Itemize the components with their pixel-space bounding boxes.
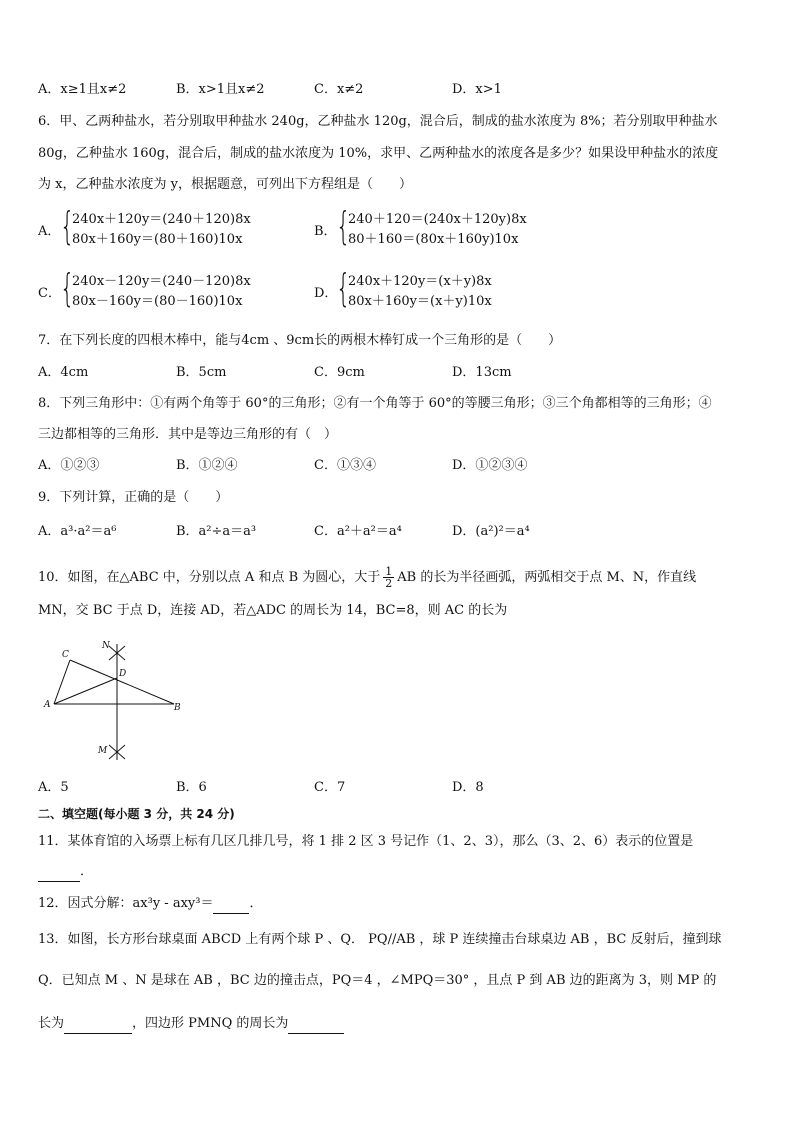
q11-stem-line1: 11．某体育馆的入场票上标有几区几排几号，将 1 排 2 区 3 号记作（1、2、3），那么（3、2、6）表示的位置是	[38, 834, 694, 849]
q10-option-c: C．7	[314, 780, 346, 795]
q9-option-c: C．a²＋a²＝a⁴	[314, 524, 402, 539]
q12-stem: 12．因式分解：ax³y - axy³＝ ．	[38, 894, 263, 914]
q6-option-b-label: B．	[314, 224, 337, 239]
q6-c-eq1: 240x－120y＝(240－120)8x	[72, 274, 251, 289]
q10-stem-line1	[38, 566, 696, 589]
q8-option-b: B．①②④	[176, 458, 238, 473]
q8-stem-line1: 8．下列三角形中：①有两个角等于 60°的三角形；②有一个角等于 60°的等腰三角形；③三个角都相等的三角形；④	[38, 396, 712, 411]
q6-a-eq1: 240x＋120y＝(240＋120)8x	[72, 212, 251, 227]
q6-stem-line1: 6．甲、乙两种盐水，若分别取甲种盐水 240g，乙种盐水 120g，混合后，制成的盐水浓度为 8%；若分别取甲种盐水	[38, 114, 718, 129]
q11-stem-line2: ．	[38, 862, 93, 882]
q6-option-c-system	[60, 266, 300, 312]
brace-icon: {	[336, 204, 351, 248]
q6-b-eq1: 240＋120＝(240x＋120y)8x	[348, 212, 527, 227]
label-c: C	[62, 650, 69, 660]
brace-icon: {	[60, 266, 75, 310]
q7-stem: 7．在下列长度的四根木棒中，能与4cm 、9cm长的两根木棒钉成一个三角形的是（ ）	[38, 333, 562, 348]
q6-option-c-label: C．	[38, 286, 61, 301]
q10-stem-line2: MN，交 BC 于点 D，连接 AD，若△ADC 的周长为 14，BC=8，则 AC 的长为	[38, 603, 508, 618]
q5-option-b: B．x>1且x≠2	[176, 82, 265, 97]
q6-b-eq2: 80＋160＝(80x＋160y)10x	[348, 232, 519, 247]
q9-option-d: D．(a²)²＝a⁴	[452, 524, 530, 539]
q10-stem-pre: 10．如图，在△ABC 中，分别以点 A 和点 B 为圆心，大于	[38, 570, 381, 585]
q7-option-c: C．9cm	[314, 365, 365, 380]
segment-ac	[54, 660, 70, 704]
q13-stem-line1: 13．如图，长方形台球桌面 ABCD 上有两个球 P 、Q． PQ//AB ，球 P 连续撞击台球桌边 AB ，BC 反射后，撞到球	[38, 932, 722, 947]
label-d: D	[119, 669, 127, 679]
q13-stem-line3: 长为 ，四边形 PMNQ 的周长为	[38, 1014, 344, 1034]
q5-option-a: A．x≥1且x≠2	[38, 82, 127, 97]
q6-a-eq2: 80x＋160y＝(80＋160)10x	[72, 232, 243, 247]
q6-d-eq1: 240x＋120y＝(x＋y)8x	[348, 274, 492, 289]
q13-answer-blank-mp[interactable]	[64, 1019, 132, 1034]
q7-option-a: A．4cm	[38, 365, 89, 380]
q8-option-d: D．①②③④	[452, 458, 528, 473]
q10-stem-post: AB 的长为半径画弧，两弧相交于点 M、N，作直线	[397, 570, 697, 585]
segment-cb	[70, 660, 174, 704]
q5-option-c: C．x≠2	[314, 82, 364, 97]
label-a: A	[44, 700, 51, 710]
q6-option-d-system	[336, 266, 576, 312]
q6-stem-line3: 为 x，乙种盐水浓度为 y，根据题意，可列出下方程组是（ ）	[38, 177, 412, 192]
q13-answer-blank-perimeter[interactable]	[288, 1019, 344, 1034]
q6-option-d-label: D．	[314, 286, 338, 301]
q6-stem-line2: 80g，乙种盐水 160g，混合后，制成的盐水浓度为 10%，求甲、乙两种盐水的浓度各是多少？如果设甲种盐水的浓度	[38, 146, 719, 161]
q6-option-a-label: A．	[38, 224, 61, 239]
brace-icon: {	[60, 204, 75, 248]
q8-option-c: C．①③④	[314, 458, 376, 473]
q10-option-b: B．6	[176, 780, 207, 795]
q10-option-a: A．5	[38, 780, 69, 795]
q6-d-eq2: 80x＋160y＝(x＋y)10x	[348, 294, 492, 309]
q7-option-b: B．5cm	[176, 365, 227, 380]
fraction-one-half: $\frac{1}{2}$	[385, 565, 393, 590]
q6-option-a-system	[60, 204, 300, 250]
q9-option-a: A．a³·a²＝a⁶	[38, 524, 117, 539]
label-n: N	[102, 641, 110, 651]
section-heading: 二、填空题(每小题 3 分，共 24 分)	[38, 807, 235, 821]
q5-option-d: D．x>1	[452, 82, 502, 97]
q8-stem-line2: 三边都相等的三角形．其中是等边三角形的有（ ）	[38, 427, 338, 442]
q10-option-d: D．8	[452, 780, 484, 795]
q7-option-d: D．13cm	[452, 365, 512, 380]
segment-ad	[54, 678, 117, 704]
label-b: B	[174, 703, 181, 713]
brace-icon: {	[336, 266, 351, 310]
q11-answer-blank[interactable]	[38, 867, 80, 882]
q6-c-eq2: 80x－160y＝(80－160)10x	[72, 294, 243, 309]
q13-stem-line2: Q．已知点 M 、N 是球在 AB ，BC 边的撞击点，PQ＝4 ，∠MPQ＝30° ，且点 P 到 AB 边的距离为 3，则 MP 的	[38, 973, 717, 988]
q9-option-b: B．a²÷a＝a³	[176, 524, 257, 539]
q10-figure	[40, 636, 190, 768]
q12-answer-blank[interactable]	[213, 899, 249, 914]
label-m: M	[98, 746, 108, 756]
q8-option-a: A．①②③	[38, 458, 100, 473]
q6-option-b-system	[336, 204, 576, 250]
q9-stem: 9．下列计算，正确的是（ ）	[38, 490, 229, 505]
